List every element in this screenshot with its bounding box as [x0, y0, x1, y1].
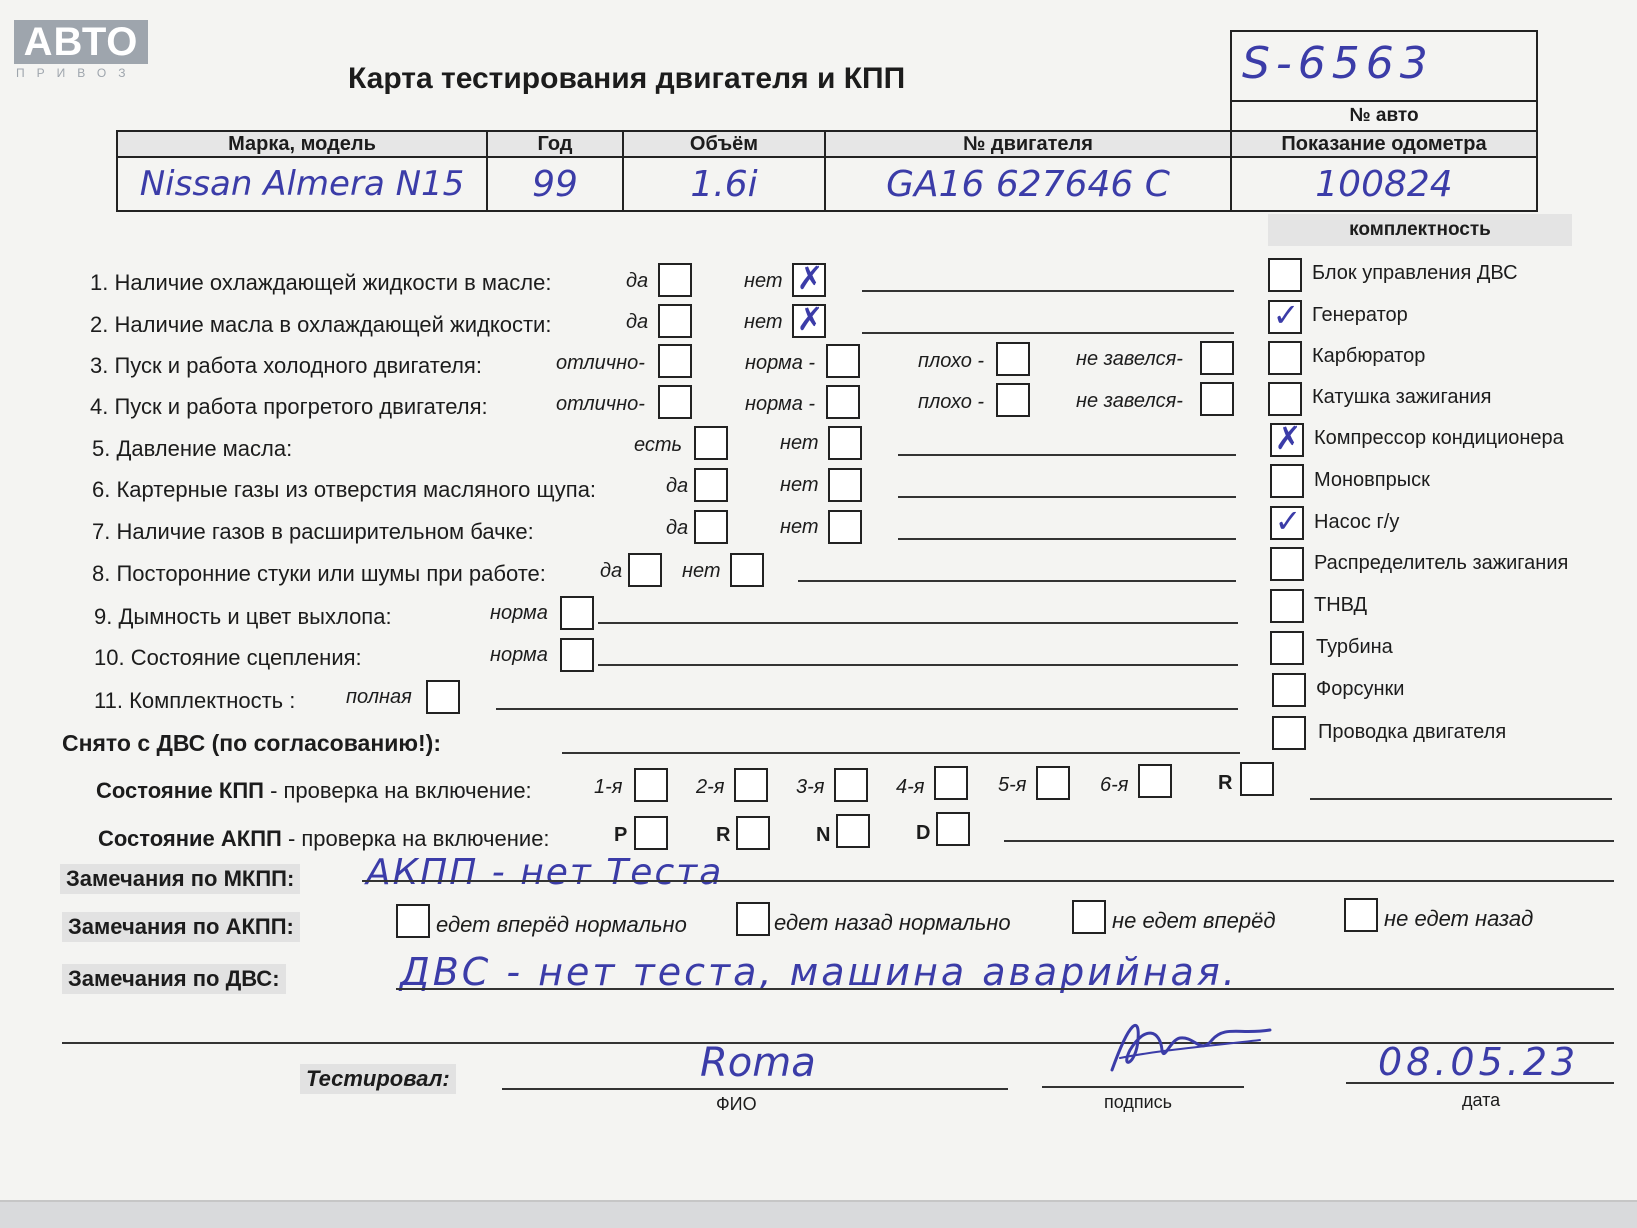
cross-mark-icon: ✗ [1274, 419, 1302, 457]
kit-checkbox-injection-pump[interactable] [1270, 589, 1304, 623]
option-label: плохо - [918, 350, 985, 372]
checkbox-q9-normal[interactable] [560, 596, 594, 630]
question-number: 10. [94, 645, 125, 670]
akpp-checkbox-n[interactable] [836, 814, 870, 848]
question-number: 4. [90, 394, 109, 419]
kit-checkbox-distributor[interactable] [1270, 547, 1304, 581]
kit-label-mono-injection: Моновпрыск [1314, 469, 1430, 491]
kit-checkbox-carburetor[interactable] [1268, 341, 1302, 375]
checkbox-q2-yes[interactable] [658, 304, 692, 338]
checkbox-q10-normal[interactable] [560, 638, 594, 672]
question-number: 11. [94, 688, 123, 713]
question-text: Наличие масла в охлаждающей жидкости: [114, 312, 552, 337]
kit-checkbox-ac-compressor[interactable] [1270, 419, 1304, 457]
gear-label: 5-я [998, 774, 1027, 796]
kit-label-power-steering-pump: Насос г/у [1314, 511, 1400, 533]
kpp-label-bold: Состояние КПП [96, 778, 264, 803]
question-number: 8. [92, 561, 111, 586]
kit-label-ac-compressor: Компрессор кондиционера [1314, 427, 1564, 449]
auto-number-value: S-6563 [1242, 38, 1434, 89]
question-text: Состояние сцепления: [130, 645, 362, 670]
kit-checkbox-wiring[interactable] [1272, 716, 1306, 750]
question-11 [94, 688, 295, 714]
name-line [502, 1088, 1008, 1090]
akpp-gear-label: R [716, 824, 731, 846]
answer-line[interactable] [598, 664, 1238, 666]
kpp-label-rest: - проверка на включение: [263, 778, 532, 803]
question-text: Дымность и цвет выхлопа: [118, 604, 392, 629]
gear-label: 2-я [696, 776, 725, 798]
question-number: 5. [92, 436, 111, 461]
kpp-line[interactable] [1310, 798, 1612, 800]
question-text: Комплектность : [129, 688, 296, 713]
tested-by-label: Тестировал: [300, 1064, 456, 1094]
question-text: Пуск и работа прогретого двигателя: [114, 394, 488, 419]
kit-label-carburetor: Карбюратор [1312, 345, 1426, 367]
option-label: да [626, 270, 649, 292]
option-label: да [600, 560, 623, 582]
akpp-notes-option: едет вперёд нормально [436, 912, 687, 937]
kit-checkbox-generator[interactable] [1268, 296, 1302, 334]
gear-label: R [1218, 772, 1233, 794]
kit-label-ignition-coil: Катушка зажигания [1312, 386, 1492, 408]
checkbox-q6-yes[interactable] [694, 468, 728, 502]
question-10 [94, 645, 362, 671]
option-label: плохо - [918, 391, 985, 413]
value-engine-number[interactable]: GA16 627646 C [825, 157, 1231, 211]
option-label: нет [682, 560, 721, 582]
dvs-notes-line [396, 988, 1614, 990]
question-6 [92, 477, 596, 503]
option-label: нет [780, 432, 819, 454]
check-mark-icon: ✓ [1272, 296, 1300, 334]
akpp-gear-label: P [614, 824, 628, 846]
checkbox-q1-yes[interactable] [658, 263, 692, 297]
checkbox-q3-normal[interactable] [826, 344, 860, 378]
header-year: Год [487, 131, 623, 157]
option-label: норма - [745, 393, 816, 415]
mkpp-notes-label: Замечания по МКПП: [60, 864, 300, 894]
question-2 [90, 312, 551, 338]
checkbox-q7-yes[interactable] [694, 510, 728, 544]
option-label: полная [346, 686, 412, 708]
question-3 [90, 353, 482, 379]
question-5 [92, 436, 292, 462]
question-number: 6. [92, 477, 111, 502]
checkbox-q2-no[interactable] [792, 300, 826, 338]
akpp-checkbox-p[interactable] [634, 816, 668, 850]
akpp-notes-option: не едет назад [1384, 906, 1534, 931]
question-text: Пуск и работа холодного двигателя: [114, 353, 482, 378]
kit-checkbox-mono-injection[interactable] [1270, 464, 1304, 498]
kit-checkbox-ecu[interactable] [1268, 258, 1302, 292]
kpp-checkbox-3[interactable] [834, 768, 868, 802]
checkbox-q4-no-start[interactable] [1200, 382, 1234, 416]
date-label: дата [1462, 1090, 1501, 1110]
logo: АВТО [14, 20, 148, 64]
signature-label: подпись [1104, 1092, 1173, 1112]
checkbox-q4-bad[interactable] [996, 383, 1030, 417]
akpp-notes-checkbox-forward-ok[interactable] [396, 904, 430, 938]
gear-label: 1-я [594, 776, 623, 798]
question-4 [90, 394, 488, 420]
fio-label: ФИО [716, 1094, 757, 1114]
header-model: Марка, модель [117, 131, 487, 157]
value-year[interactable]: 99 [487, 157, 623, 211]
question-text: Картерные газы из отверстия масляного щупа: [116, 477, 597, 502]
kpp-label [96, 778, 532, 804]
question-1 [90, 270, 551, 296]
option-label: да [666, 475, 689, 497]
kpp-checkbox-1[interactable] [634, 768, 668, 802]
kit-label-generator: Генератор [1312, 304, 1408, 326]
gear-label: 6-я [1100, 774, 1129, 796]
checkbox-q3-bad[interactable] [996, 342, 1030, 376]
checkbox-q8-yes[interactable] [628, 553, 662, 587]
kit-header: комплектность [1268, 214, 1572, 246]
option-label: да [626, 311, 649, 333]
date-line [1346, 1082, 1614, 1084]
check-mark-icon: ✓ [1274, 502, 1302, 540]
question-number: 7. [92, 519, 111, 544]
kit-checkbox-ignition-coil[interactable] [1268, 382, 1302, 416]
akpp-notes-option: не едет вперёд [1112, 908, 1276, 933]
option-label: отлично- [556, 352, 645, 374]
cross-mark-icon: ✗ [796, 259, 824, 297]
option-label: отлично- [556, 393, 645, 415]
option-label: норма - [745, 352, 816, 374]
option-label: нет [780, 516, 819, 538]
mkpp-notes-text[interactable]: АКПП - нет Теста [366, 852, 724, 893]
value-volume[interactable]: 1.6i [623, 157, 825, 211]
removed-label: Снято с ДВС (по согласованию!): [62, 730, 441, 756]
answer-line[interactable] [898, 454, 1236, 456]
answer-line[interactable] [862, 332, 1234, 334]
question-text: Давление масла: [116, 436, 293, 461]
option-label: есть [634, 434, 683, 456]
kit-label-turbine: Турбина [1316, 636, 1393, 658]
tester-name[interactable]: Roma [700, 1040, 816, 1086]
date-value[interactable]: 08.05.23 [1378, 1040, 1580, 1084]
checkbox-q4-excellent[interactable] [658, 385, 692, 419]
option-label: норма [490, 644, 548, 666]
removed-line[interactable] [562, 752, 1240, 754]
answer-line[interactable] [798, 580, 1236, 582]
gear-label: 4-я [896, 776, 925, 798]
checkbox-q8-no[interactable] [730, 553, 764, 587]
question-text: Наличие газов в расширительном бачке: [116, 519, 534, 544]
cross-mark-icon: ✗ [796, 300, 824, 338]
value-model[interactable]: Nissan Almera N15 [117, 157, 487, 211]
checkbox-q5-no[interactable] [828, 426, 862, 460]
mkpp-notes-line [362, 880, 1614, 882]
signature-image [1100, 1010, 1280, 1080]
kit-label-ecu: Блок управления ДВС [1312, 262, 1518, 284]
value-odometer[interactable]: 100824 [1231, 157, 1537, 211]
header-odometer: Показание одометра [1231, 131, 1537, 157]
answer-line[interactable] [598, 622, 1238, 624]
signature-line [1042, 1086, 1244, 1088]
akpp-notes-checkbox-no-backward[interactable] [1344, 898, 1378, 932]
kit-label-injectors: Форсунки [1316, 678, 1405, 700]
akpp-label [98, 826, 550, 852]
kpp-checkbox-6[interactable] [1138, 764, 1172, 798]
kit-checkbox-power-steering-pump[interactable] [1270, 502, 1304, 540]
answer-line[interactable] [496, 708, 1238, 710]
answer-line[interactable] [862, 290, 1234, 292]
option-label: да [666, 517, 689, 539]
akpp-line[interactable] [1004, 840, 1614, 842]
vehicle-info-table [116, 130, 1538, 212]
dvs-notes-label: Замечания по ДВС: [62, 964, 286, 994]
question-text: Посторонние стуки или шумы при работе: [116, 561, 546, 586]
auto-number-box [1230, 30, 1538, 132]
question-number: 9. [94, 604, 113, 629]
question-9 [94, 604, 392, 630]
option-label: норма [490, 602, 548, 624]
akpp-checkbox-r[interactable] [736, 816, 770, 850]
checkbox-q1-no[interactable] [792, 259, 826, 297]
kit-label-distributor: Распределитель зажигания [1314, 552, 1569, 574]
question-number: 2. [90, 312, 109, 337]
akpp-gear-label: N [816, 824, 831, 846]
option-label: не завелся- [1076, 348, 1183, 370]
answer-line[interactable] [898, 538, 1236, 540]
checkbox-q11-full[interactable] [426, 680, 460, 714]
option-label: нет [744, 311, 783, 333]
header-volume: Объём [623, 131, 825, 157]
checkbox-q5-yes[interactable] [694, 426, 728, 460]
kpp-checkbox-4[interactable] [934, 766, 968, 800]
logo-subtitle: ПРИВОЗ [16, 66, 138, 80]
auto-number-label: № авто [1232, 100, 1536, 130]
answer-line[interactable] [898, 496, 1236, 498]
option-label: не завелся- [1076, 390, 1183, 412]
page-title: Карта тестирования двигателя и КПП [348, 62, 906, 95]
checkbox-q7-no[interactable] [828, 510, 862, 544]
question-number: 3. [90, 353, 109, 378]
akpp-label-bold: Состояние АКПП [98, 826, 282, 851]
kpp-checkbox-r[interactable] [1240, 762, 1274, 796]
checkbox-q3-excellent[interactable] [658, 344, 692, 378]
akpp-checkbox-d[interactable] [936, 812, 970, 846]
akpp-notes-checkbox-backward-ok[interactable] [736, 902, 770, 936]
question-number: 1. [90, 270, 109, 295]
kit-checkbox-injectors[interactable] [1272, 673, 1306, 707]
checkbox-q6-no[interactable] [828, 468, 862, 502]
gear-label: 3-я [796, 776, 825, 798]
kit-checkbox-turbine[interactable] [1270, 631, 1304, 665]
question-7 [92, 519, 534, 545]
question-8 [92, 561, 546, 587]
kit-label-injection-pump: ТНВД [1314, 594, 1368, 616]
kpp-checkbox-2[interactable] [734, 768, 768, 802]
option-label: нет [744, 270, 783, 292]
akpp-label-rest: - проверка на включение: [281, 826, 550, 851]
akpp-notes-option: едет назад нормально [774, 910, 1011, 935]
akpp-notes-label: Замечания по АКПП: [62, 912, 300, 942]
kpp-checkbox-5[interactable] [1036, 766, 1070, 800]
checkbox-q3-no-start[interactable] [1200, 341, 1234, 375]
akpp-notes-checkbox-no-forward[interactable] [1072, 900, 1106, 934]
header-engine-number: № двигателя [825, 131, 1231, 157]
akpp-gear-label: D [916, 822, 931, 844]
option-label: нет [780, 474, 819, 496]
checkbox-q4-normal[interactable] [826, 385, 860, 419]
kit-label-wiring: Проводка двигателя [1318, 721, 1507, 743]
dvs-notes-text[interactable]: ДВС - нет теста, машина аварийная. [400, 950, 1238, 994]
question-text: Наличие охлаждающей жидкости в масле: [114, 270, 552, 295]
